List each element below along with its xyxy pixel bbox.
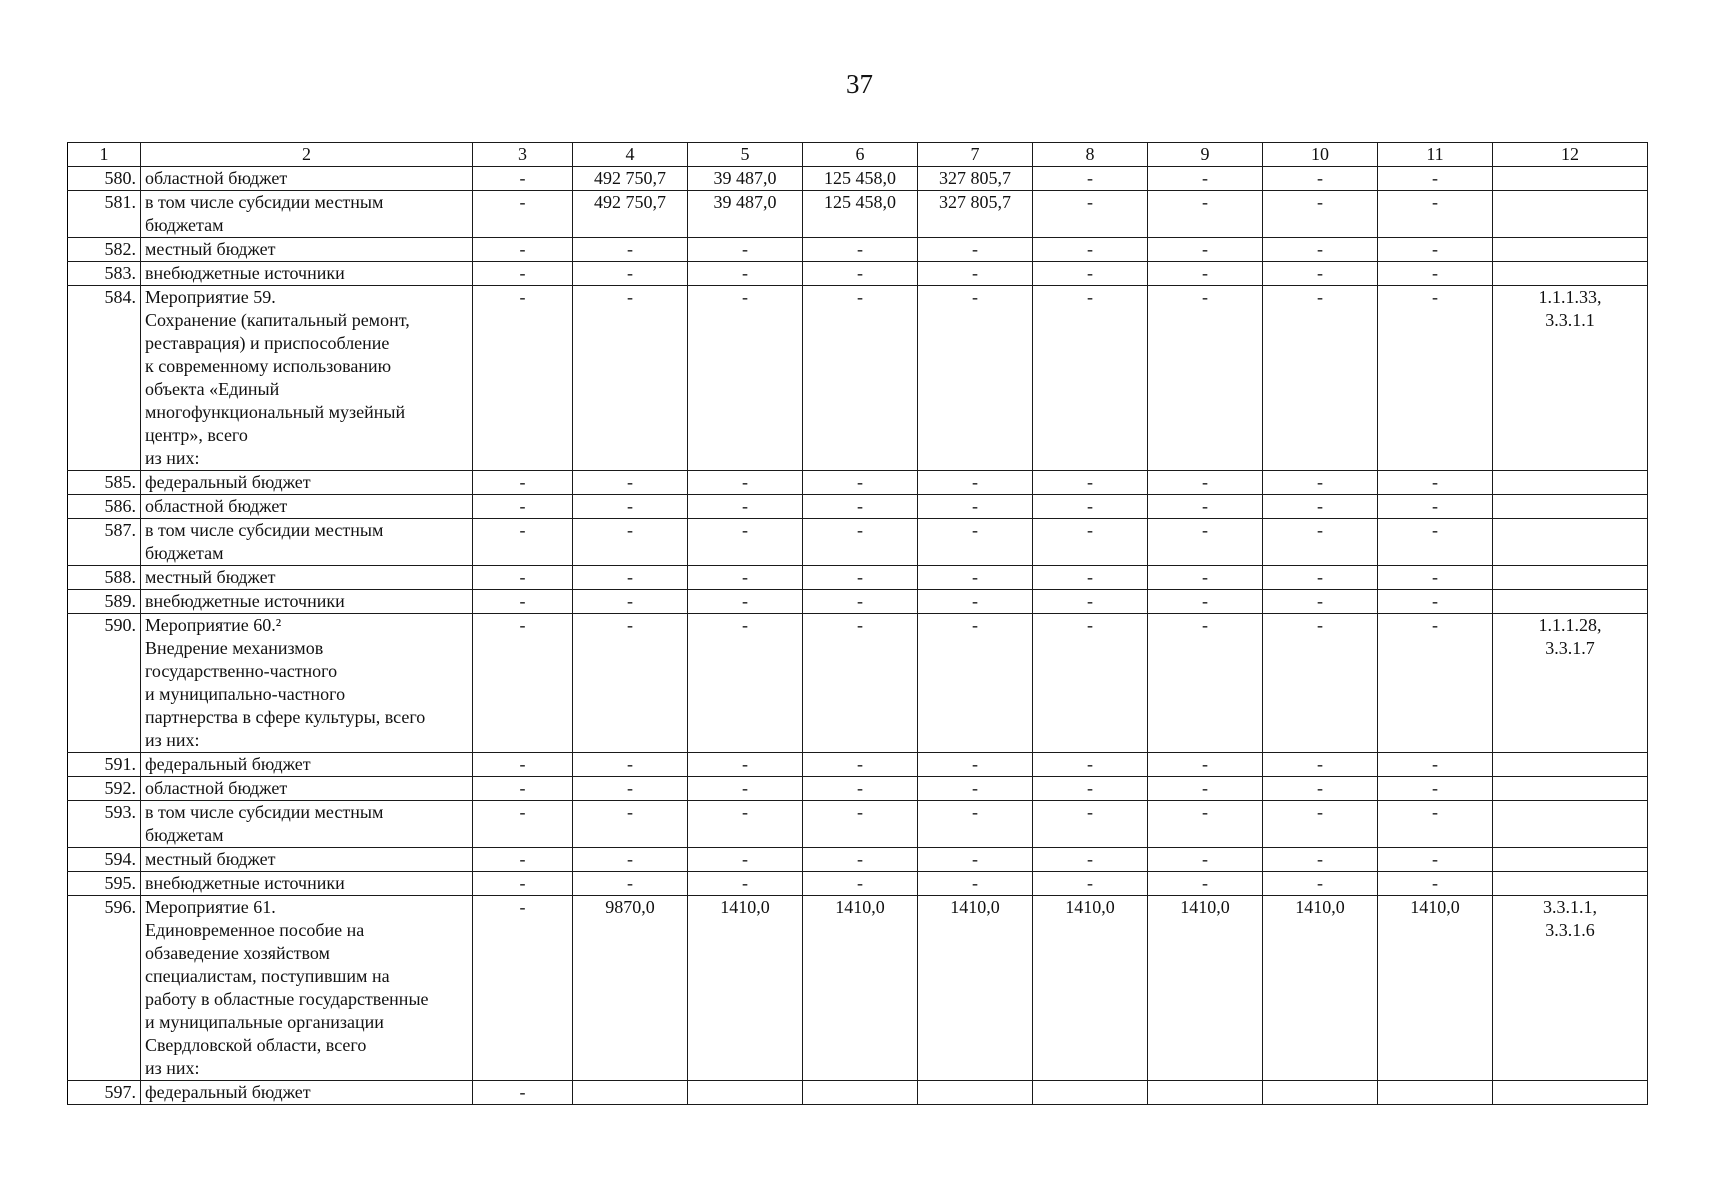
target-indicator-cell <box>1493 167 1648 191</box>
page-number: 37 <box>846 69 873 99</box>
value-cell: - <box>803 238 918 262</box>
target-indicator-cell <box>1493 566 1648 590</box>
value-cell: 1410,0 <box>688 896 803 1081</box>
value-cell: - <box>803 519 918 566</box>
value-cell <box>1263 1081 1378 1105</box>
value-cell: - <box>803 614 918 753</box>
value-cell: - <box>1263 801 1378 848</box>
row-name-cell: в том числе субсидии местным бюджетам <box>141 801 473 848</box>
value-cell: 39 487,0 <box>688 167 803 191</box>
table-row <box>68 262 1648 286</box>
value-cell: - <box>1378 872 1493 896</box>
row-number-cell: 594. <box>68 848 141 872</box>
value-cell: - <box>918 262 1033 286</box>
table-row <box>68 848 1648 872</box>
value-cell: - <box>573 262 688 286</box>
row-number-cell: 596. <box>68 896 141 1081</box>
table-row <box>68 614 1648 753</box>
value-cell: - <box>918 848 1033 872</box>
value-cell: - <box>688 801 803 848</box>
value-cell: - <box>1148 872 1263 896</box>
value-cell: - <box>688 848 803 872</box>
row-number-cell: 587. <box>68 519 141 566</box>
target-indicator-cell <box>1493 753 1648 777</box>
value-cell: 1410,0 <box>1378 896 1493 1081</box>
value-cell: - <box>1148 286 1263 471</box>
value-cell: - <box>573 566 688 590</box>
value-cell: - <box>573 872 688 896</box>
value-cell: 1410,0 <box>1263 896 1378 1081</box>
row-name-cell: местный бюджет <box>141 238 473 262</box>
value-cell: - <box>1148 519 1263 566</box>
value-cell: - <box>1378 566 1493 590</box>
row-name-cell: Мероприятие 61. Единовременное пособие на обзаведение хозяйством специалистам, поступившим на работу в областные государственные и муниципальные организации Свердловской области, всего из них: <box>141 896 473 1081</box>
row-number-cell: 586. <box>68 495 141 519</box>
column-header: 8 <box>1033 143 1148 167</box>
row-number-cell: 597. <box>68 1081 141 1105</box>
value-cell: 9870,0 <box>573 896 688 1081</box>
value-cell: - <box>918 801 1033 848</box>
value-cell: - <box>473 495 573 519</box>
table-row <box>68 801 1648 848</box>
table-row <box>68 238 1648 262</box>
value-cell: - <box>1033 753 1148 777</box>
row-name-cell: федеральный бюджет <box>141 471 473 495</box>
value-cell: - <box>1378 286 1493 471</box>
value-cell: - <box>473 590 573 614</box>
value-cell: - <box>573 753 688 777</box>
value-cell: - <box>1148 801 1263 848</box>
value-cell: - <box>1033 590 1148 614</box>
value-cell: - <box>803 801 918 848</box>
table-row <box>68 896 1648 1081</box>
column-header: 3 <box>473 143 573 167</box>
value-cell: - <box>803 777 918 801</box>
column-header: 5 <box>688 143 803 167</box>
row-number-cell: 595. <box>68 872 141 896</box>
value-cell: - <box>1148 590 1263 614</box>
value-cell: - <box>1148 848 1263 872</box>
value-cell <box>918 1081 1033 1105</box>
value-cell: - <box>1263 519 1378 566</box>
row-number-cell: 589. <box>68 590 141 614</box>
target-indicator-cell <box>1493 1081 1648 1105</box>
value-cell: - <box>1378 471 1493 495</box>
table-row <box>68 566 1648 590</box>
value-cell: - <box>1263 238 1378 262</box>
row-number-cell: 590. <box>68 614 141 753</box>
row-name-cell: внебюджетные источники <box>141 590 473 614</box>
value-cell: - <box>473 167 573 191</box>
value-cell: - <box>473 777 573 801</box>
table-row <box>68 590 1648 614</box>
row-name-cell: Мероприятие 59. Сохранение (капитальный ремонт, реставрация) и приспособление к современному использованию объекта «Единый многофункциональный музейный центр», всего из них: <box>141 286 473 471</box>
row-name-cell: федеральный бюджет <box>141 753 473 777</box>
column-header: 10 <box>1263 143 1378 167</box>
target-indicator-cell <box>1493 848 1648 872</box>
value-cell: - <box>1378 262 1493 286</box>
value-cell: - <box>1148 566 1263 590</box>
value-cell: - <box>1263 286 1378 471</box>
table-row <box>68 167 1648 191</box>
value-cell: - <box>473 262 573 286</box>
value-cell: - <box>473 238 573 262</box>
value-cell: - <box>473 614 573 753</box>
row-name-cell: областной бюджет <box>141 495 473 519</box>
value-cell: - <box>473 872 573 896</box>
target-indicator-cell: 1.1.1.28, 3.3.1.7 <box>1493 614 1648 753</box>
column-header: 7 <box>918 143 1033 167</box>
value-cell: - <box>918 286 1033 471</box>
row-number-cell: 588. <box>68 566 141 590</box>
value-cell: 327 805,7 <box>918 167 1033 191</box>
value-cell: - <box>573 590 688 614</box>
value-cell: - <box>688 286 803 471</box>
row-number-cell: 581. <box>68 191 141 238</box>
value-cell: - <box>1378 848 1493 872</box>
value-cell: - <box>473 471 573 495</box>
row-number-cell: 585. <box>68 471 141 495</box>
row-number-cell: 593. <box>68 801 141 848</box>
value-cell: - <box>1033 286 1148 471</box>
table-row <box>68 753 1648 777</box>
value-cell: - <box>1033 262 1148 286</box>
table-row <box>68 872 1648 896</box>
value-cell: - <box>803 753 918 777</box>
value-cell: - <box>803 848 918 872</box>
table-row <box>68 495 1648 519</box>
value-cell: - <box>473 191 573 238</box>
value-cell <box>1378 1081 1493 1105</box>
value-cell: - <box>918 777 1033 801</box>
value-cell: - <box>1263 777 1378 801</box>
row-name-cell: внебюджетные источники <box>141 872 473 896</box>
target-indicator-cell <box>1493 262 1648 286</box>
value-cell: 39 487,0 <box>688 191 803 238</box>
value-cell: - <box>918 519 1033 566</box>
row-name-cell: местный бюджет <box>141 848 473 872</box>
value-cell: - <box>1148 191 1263 238</box>
value-cell: - <box>1263 495 1378 519</box>
value-cell: - <box>473 753 573 777</box>
value-cell: - <box>1033 519 1148 566</box>
value-cell: - <box>918 471 1033 495</box>
value-cell: - <box>1263 262 1378 286</box>
target-indicator-cell <box>1493 471 1648 495</box>
row-name-cell: областной бюджет <box>141 167 473 191</box>
value-cell: - <box>688 471 803 495</box>
value-cell: - <box>1033 238 1148 262</box>
value-cell: - <box>803 286 918 471</box>
value-cell: 1410,0 <box>918 896 1033 1081</box>
value-cell: - <box>573 519 688 566</box>
value-cell: - <box>1378 191 1493 238</box>
value-cell: - <box>803 471 918 495</box>
value-cell: - <box>1263 753 1378 777</box>
value-cell: - <box>1033 872 1148 896</box>
value-cell: - <box>688 238 803 262</box>
value-cell: - <box>473 896 573 1081</box>
value-cell: 1410,0 <box>1033 896 1148 1081</box>
row-name-cell: в том числе субсидии местным бюджетам <box>141 191 473 238</box>
row-name-cell: федеральный бюджет <box>141 1081 473 1105</box>
column-header: 2 <box>141 143 473 167</box>
value-cell: - <box>1033 495 1148 519</box>
value-cell: - <box>1033 614 1148 753</box>
value-cell: - <box>1263 590 1378 614</box>
row-number-cell: 580. <box>68 167 141 191</box>
column-header: 9 <box>1148 143 1263 167</box>
value-cell: - <box>803 590 918 614</box>
value-cell: - <box>1378 495 1493 519</box>
row-name-cell: в том числе субсидии местным бюджетам <box>141 519 473 566</box>
value-cell: - <box>688 262 803 286</box>
value-cell: 1410,0 <box>803 896 918 1081</box>
row-name-cell: областной бюджет <box>141 777 473 801</box>
table-row <box>68 1081 1648 1105</box>
target-indicator-cell <box>1493 590 1648 614</box>
value-cell: - <box>918 238 1033 262</box>
value-cell: - <box>1148 262 1263 286</box>
value-cell <box>1033 1081 1148 1105</box>
budget-table <box>67 142 1648 1105</box>
value-cell: - <box>918 590 1033 614</box>
target-indicator-cell: 1.1.1.33, 3.3.1.1 <box>1493 286 1648 471</box>
column-header: 12 <box>1493 143 1648 167</box>
value-cell: 125 458,0 <box>803 191 918 238</box>
target-indicator-cell <box>1493 801 1648 848</box>
column-header: 11 <box>1378 143 1493 167</box>
value-cell: - <box>1263 872 1378 896</box>
table-row <box>68 519 1648 566</box>
table-row <box>68 191 1648 238</box>
value-cell: - <box>1378 753 1493 777</box>
value-cell: - <box>1148 753 1263 777</box>
value-cell: - <box>688 872 803 896</box>
value-cell: - <box>1263 471 1378 495</box>
value-cell: - <box>803 262 918 286</box>
target-indicator-cell <box>1493 777 1648 801</box>
value-cell <box>1148 1081 1263 1105</box>
value-cell: - <box>1263 566 1378 590</box>
value-cell: - <box>1378 167 1493 191</box>
row-name-cell: внебюджетные источники <box>141 262 473 286</box>
value-cell: - <box>473 566 573 590</box>
value-cell: 125 458,0 <box>803 167 918 191</box>
value-cell: - <box>1148 614 1263 753</box>
value-cell: - <box>1148 471 1263 495</box>
table-body <box>68 167 1648 1105</box>
row-name-cell: Мероприятие 60.² Внедрение механизмов государственно-частного и муниципально-частного партнерства в сфере культуры, всего из них: <box>141 614 473 753</box>
value-cell: - <box>473 286 573 471</box>
value-cell: - <box>573 238 688 262</box>
column-header: 6 <box>803 143 918 167</box>
row-name-cell: местный бюджет <box>141 566 473 590</box>
value-cell: - <box>918 495 1033 519</box>
value-cell: - <box>688 519 803 566</box>
target-indicator-cell <box>1493 191 1648 238</box>
value-cell: - <box>1263 614 1378 753</box>
value-cell: - <box>1033 566 1148 590</box>
value-cell: - <box>1378 590 1493 614</box>
value-cell: - <box>1378 519 1493 566</box>
value-cell: - <box>573 848 688 872</box>
header-row <box>68 143 1648 167</box>
value-cell: - <box>1378 614 1493 753</box>
value-cell: - <box>1378 238 1493 262</box>
value-cell: - <box>473 801 573 848</box>
value-cell: - <box>688 777 803 801</box>
value-cell: - <box>1033 471 1148 495</box>
row-number-cell: 584. <box>68 286 141 471</box>
value-cell: - <box>688 590 803 614</box>
value-cell: - <box>473 1081 573 1105</box>
value-cell: - <box>803 872 918 896</box>
value-cell: - <box>918 614 1033 753</box>
value-cell: - <box>1148 238 1263 262</box>
value-cell: - <box>1033 848 1148 872</box>
target-indicator-cell <box>1493 238 1648 262</box>
target-indicator-cell <box>1493 872 1648 896</box>
table-header <box>68 143 1648 167</box>
value-cell: - <box>688 753 803 777</box>
value-cell: - <box>688 566 803 590</box>
value-cell: - <box>1033 777 1148 801</box>
value-cell: - <box>1033 167 1148 191</box>
value-cell: - <box>573 495 688 519</box>
column-header: 4 <box>573 143 688 167</box>
value-cell: - <box>573 614 688 753</box>
value-cell: - <box>803 566 918 590</box>
value-cell: - <box>1148 495 1263 519</box>
value-cell <box>688 1081 803 1105</box>
table-row <box>68 471 1648 495</box>
row-number-cell: 582. <box>68 238 141 262</box>
row-number-cell: 592. <box>68 777 141 801</box>
value-cell: 1410,0 <box>1148 896 1263 1081</box>
value-cell: 492 750,7 <box>573 191 688 238</box>
value-cell <box>803 1081 918 1105</box>
value-cell: 492 750,7 <box>573 167 688 191</box>
value-cell: - <box>1378 801 1493 848</box>
value-cell: - <box>1263 167 1378 191</box>
target-indicator-cell <box>1493 519 1648 566</box>
table-row <box>68 777 1648 801</box>
row-number-cell: 583. <box>68 262 141 286</box>
value-cell: - <box>1263 191 1378 238</box>
value-cell <box>573 1081 688 1105</box>
value-cell: - <box>918 872 1033 896</box>
value-cell: - <box>573 286 688 471</box>
row-number-cell: 591. <box>68 753 141 777</box>
value-cell: - <box>918 566 1033 590</box>
value-cell: - <box>573 471 688 495</box>
value-cell: - <box>1378 777 1493 801</box>
value-cell: - <box>918 753 1033 777</box>
value-cell: - <box>573 801 688 848</box>
value-cell: - <box>1033 801 1148 848</box>
value-cell: - <box>473 848 573 872</box>
value-cell: - <box>1148 777 1263 801</box>
target-indicator-cell <box>1493 495 1648 519</box>
value-cell: - <box>1148 167 1263 191</box>
value-cell: - <box>1033 191 1148 238</box>
value-cell: - <box>688 495 803 519</box>
value-cell: - <box>688 614 803 753</box>
column-header: 1 <box>68 143 141 167</box>
target-indicator-cell: 3.3.1.1, 3.3.1.6 <box>1493 896 1648 1081</box>
value-cell: - <box>473 519 573 566</box>
value-cell: - <box>1263 848 1378 872</box>
table-row <box>68 286 1648 471</box>
value-cell: 327 805,7 <box>918 191 1033 238</box>
value-cell: - <box>803 495 918 519</box>
value-cell: - <box>573 777 688 801</box>
